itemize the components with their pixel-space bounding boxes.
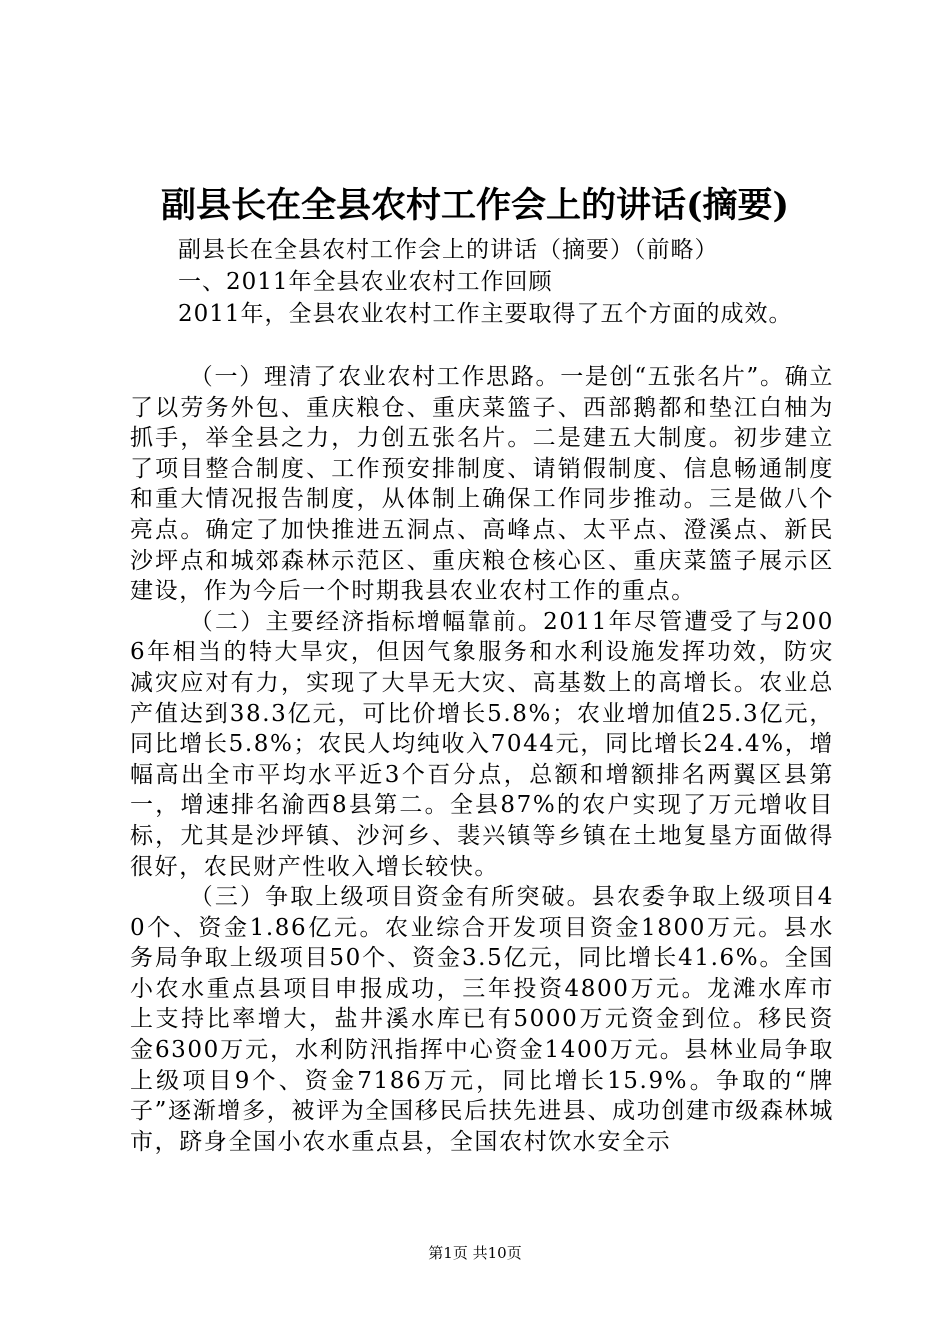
intro-line-summary: 2011年，全县农业农村工作主要取得了五个方面的成效。 <box>178 301 793 327</box>
page-number-footer: 第1页 共10页 <box>428 1244 522 1262</box>
paragraph-2: （二）主要经济指标增幅靠前。2011年尽管遭受了与2006年相当的特大旱灾，但因气象服务和水利设施发挥功效，防灾减灾应对有力，实现了大旱无大灾、高基数上的高增长。农业总产值达到38.3亿元，可比价增长5.8%；农业增加值25.3亿元，同比增长5.8%；农民人均纯收入7044元，同比增长24.4%，增幅高出全市平均水平近3个百分点，总额和增额排名两翼区县第一，增速排名渝西8县第二。全县87%的农户实现了万元增收目标，尤其是沙坪镇、沙河乡、裴兴镇等乡镇在土地复垦方面做得很好，农民财产性收入增长较快。 <box>130 608 834 880</box>
intro-line-section-heading: 一、2011年全县农业农村工作回顾 <box>178 269 553 295</box>
document-title: 副县长在全县农村工作会上的讲话(摘要) <box>160 185 790 226</box>
document-body <box>130 362 834 1157</box>
paragraph-1: （一）理清了农业农村工作思路。一是创“五张名片”。确立了以劳务外包、重庆粮仓、重庆菜篮子、西部鹅都和垫江白柚为抓手，举全县之力，力创五张名片。二是建五大制度。初步建立了项目整合制度、工作预安排制度、请销假制度、信息畅通制度和重大情况报告制度，从体制上确保工作同步推动。三是做八个亮点。确定了加快推进五洞点、高峰点、太平点、澄溪点、新民沙坪点和城郊森林示范区、重庆粮仓核心区、重庆菜篮子展示区建设，作为今后一个时期我县农业农村工作的重点。 <box>130 364 834 605</box>
intro-block <box>178 234 858 330</box>
intro-line-subtitle: 副县长在全县农村工作会上的讲话（摘要）（前略） <box>178 237 719 263</box>
paragraph-3: （三）争取上级项目资金有所突破。县农委争取上级项目40个、资金1.86亿元。农业综合开发项目资金1800万元。县水务局争取上级项目50个、资金3.5亿元，同比增长41.6%。全国小农水重点县项目申报成功，三年投资4800万元。龙滩水库市上支持比率增大，盐井溪水库已有5000万元资金到位。移民资金6300万元，水利防汛指挥中心资金1400万元。县林业局争取上级项目9个、资金7186万元，同比增长15.9%。争取的“牌子”逐渐增多，被评为全国移民后扶先进县、成功创建市级森林城市，跻身全国小农水重点县，全国农村饮水安全示 <box>130 884 834 1155</box>
